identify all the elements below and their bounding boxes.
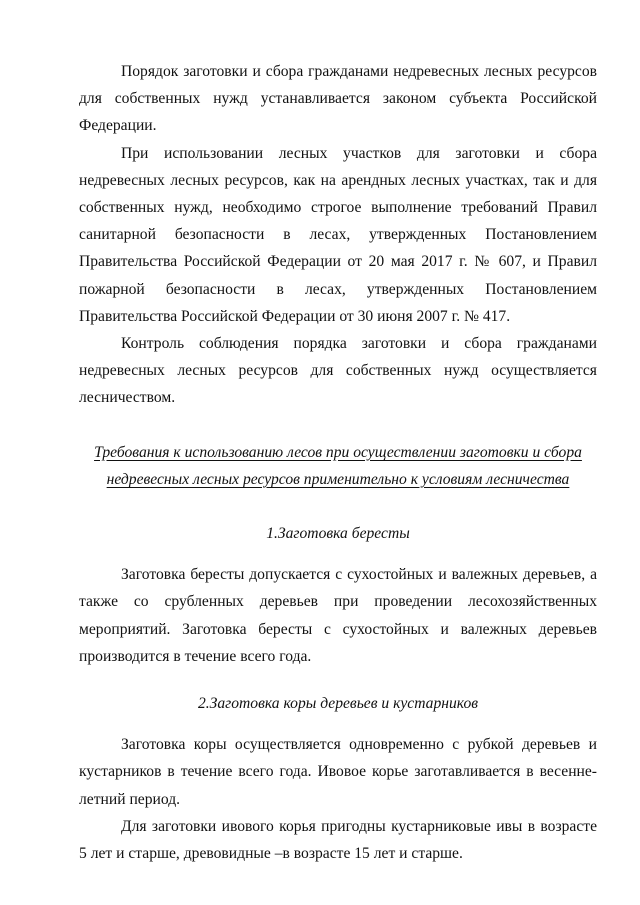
section-title: Требования к использованию лесов при осуществлении заготовки и сбора недревесных лесных ресурсов применительно к условиям лесничества (94, 443, 582, 488)
tree-bark-paragraph-1: Заготовка коры осуществляется одновременно с рубкой деревьев и кустарников в течение всего года. Ивовое корье заготавливается в весенне-летний период. (79, 736, 597, 808)
intro-paragraph-2: При использовании лесных участков для заготовки и сбора недревесных лесных ресурсов, как на арендных лесных участках, так и для собственных нужд, необходимо строгое выполнение требований Правил санитарной безопасности в лесах, утвержденных Постановлением Правительства Российской Федерации от 20 мая 2017 г. № 607, и Правил пожарной безопасности в лесах, утвержденных Постановлением Правительства Российской Федерации от 30 июня 2007 г. № 417. (79, 144, 597, 325)
intro-paragraph-3: Контроль соблюдения порядка заготовки и сбора гражданами недревесных лесных ресурсов для собственных нужд осуществляется лесничеством. (79, 335, 597, 407)
intro-paragraph-1: Порядок заготовки и сбора гражданами недревесных лесных ресурсов для собственных нужд устанавливается законом субъекта Российской Федерации. (79, 63, 597, 135)
subsection-title-tree-bark: 2.Заготовка коры деревьев и кустарников (197, 695, 479, 713)
subsection-title-birch-bark: 1.Заготовка бересты (266, 525, 410, 543)
document-page (79, 58, 597, 867)
tree-bark-paragraph-2: Для заготовки ивового корья пригодны кустарниковые ивы в возрасте 5 лет и старше, древовидные –в возрасте 15 лет и старше. (79, 817, 597, 863)
birch-bark-paragraph: Заготовка бересты допускается с сухостойных и валежных деревьев, а также со срубленных деревьев при проведении лесохозяйственных мероприятий. Заготовка бересты с сухостойных и валежных деревьев производится в течение всего года. (79, 566, 597, 665)
